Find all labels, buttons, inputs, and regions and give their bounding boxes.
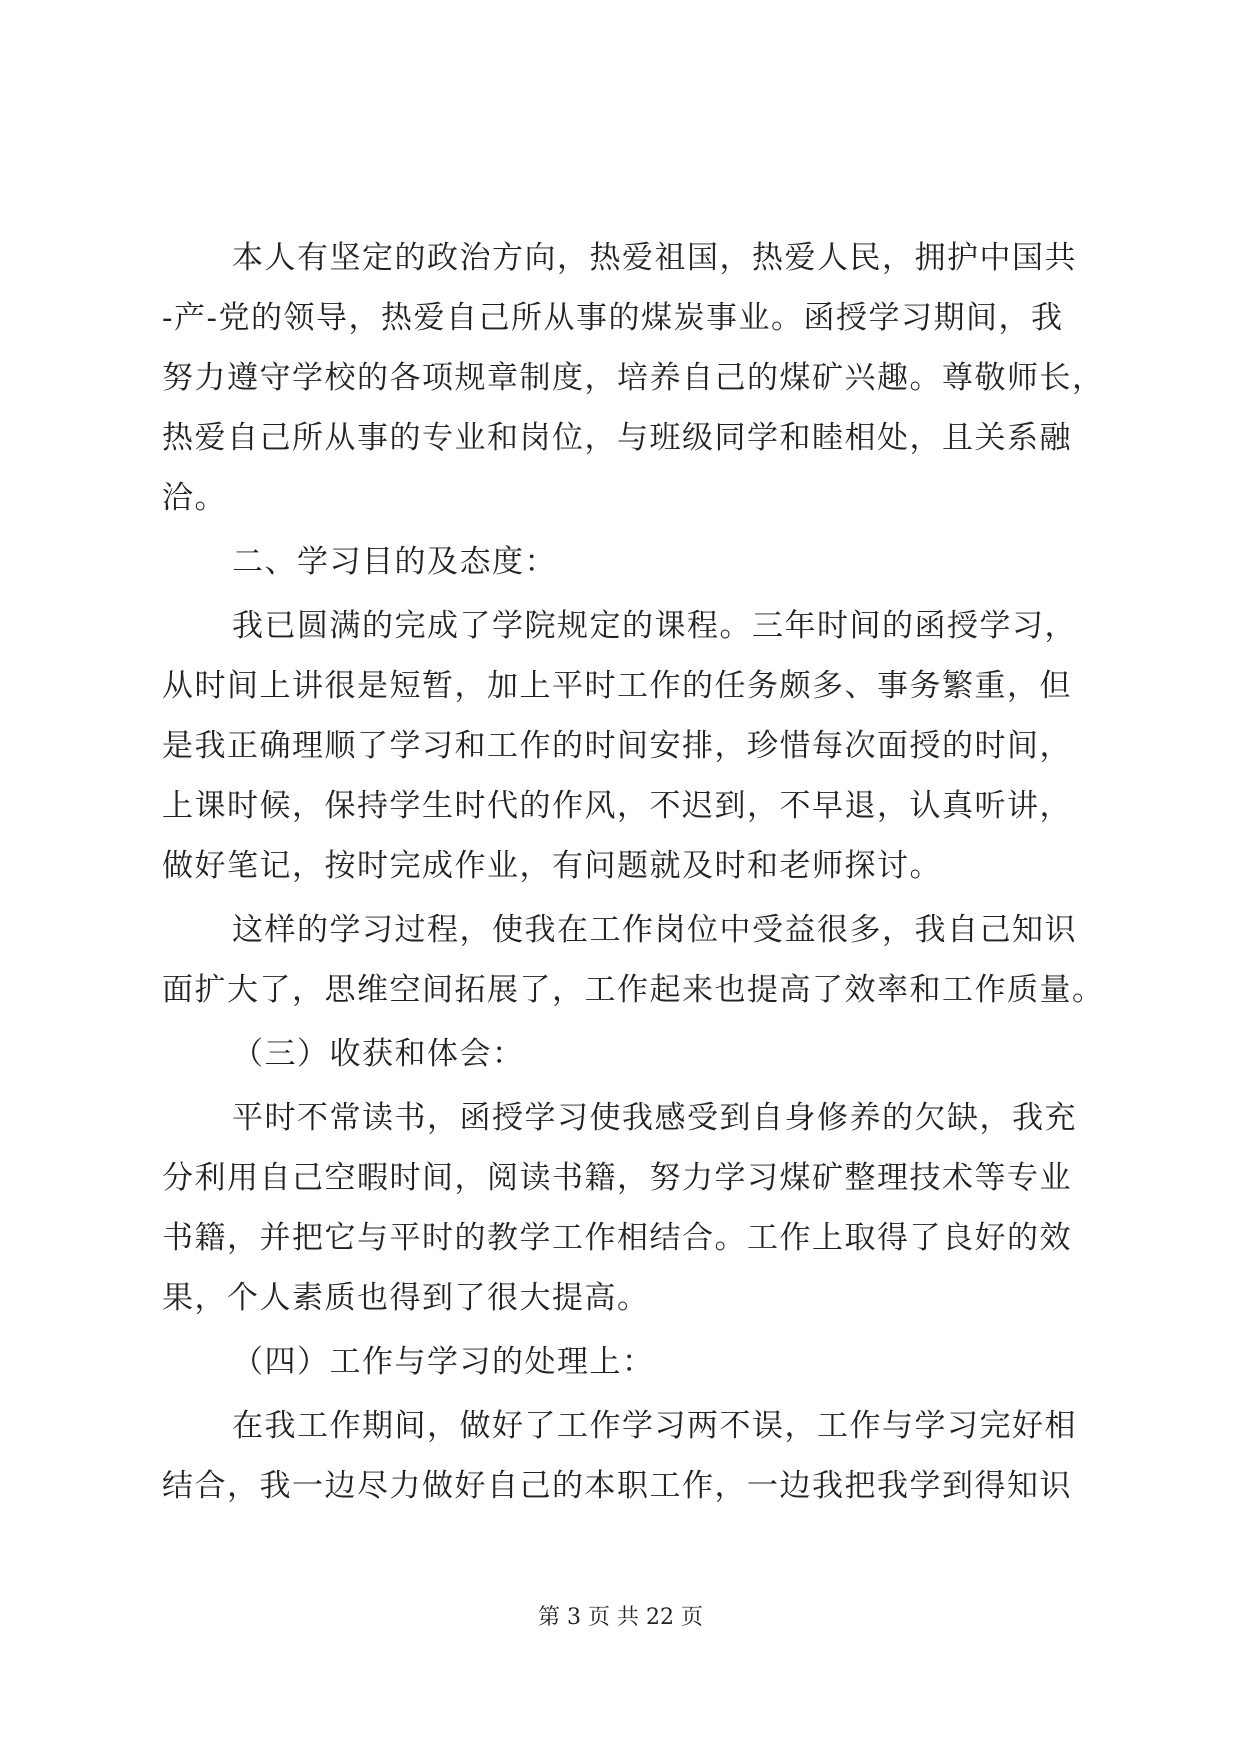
paragraph-2-line-5: 做好笔记，按时完成作业，有问题就及时和老师探讨。 <box>162 848 942 884</box>
paragraph-1-line-1: 本人有坚定的政治方向，热爱祖国，热爱人民，拥护中国共 <box>232 240 1077 276</box>
paragraph-1-line-2: -产-党的领导，热爱自己所从事的煤炭事业。函授学习期间，我 <box>162 300 1064 336</box>
section-heading-4: （四）工作与学习的处理上： <box>232 1344 655 1380</box>
paragraph-3-line-2: 面扩大了，思维空间拓展了，工作起来也提高了效率和工作质量。 <box>162 972 1105 1008</box>
paragraph-2-line-2: 从时间上讲很是短暂，加上平时工作的任务颇多、事务繁重，但 <box>162 668 1072 704</box>
paragraph-4-line-3: 书籍，并把它与平时的教学工作相结合。工作上取得了良好的效 <box>162 1220 1072 1256</box>
paragraph-4-line-4: 果，个人素质也得到了很大提高。 <box>162 1280 650 1316</box>
paragraph-5-line-2: 结合，我一边尽力做好自己的本职工作，一边我把我学到得知识 <box>162 1468 1072 1504</box>
paragraph-4-line-1: 平时不常读书，函授学习使我感受到自身修养的欠缺，我充 <box>232 1100 1077 1136</box>
paragraph-2-line-4: 上课时候，保持学生时代的作风，不迟到，不早退，认真听讲， <box>162 788 1072 824</box>
paragraph-4-line-2: 分利用自己空暇时间，阅读书籍，努力学习煤矿整理技术等专业 <box>162 1160 1072 1196</box>
paragraph-3-line-1: 这样的学习过程，使我在工作岗位中受益很多，我自己知识 <box>232 912 1077 948</box>
section-heading-2: 二、学习目的及态度： <box>232 544 557 580</box>
page-number-footer: 第 3 页 共 22 页 <box>538 1605 703 1630</box>
paragraph-2-line-3: 是我正确理顺了学习和工作的时间安排，珍惜每次面授的时间， <box>162 728 1072 764</box>
section-heading-3: （三）收获和体会： <box>232 1036 525 1072</box>
paragraph-2-line-1: 我已圆满的完成了学院规定的课程。三年时间的函授学习， <box>232 608 1077 644</box>
paragraph-1-line-4: 热爱自己所从事的专业和岗位，与班级同学和睦相处，且关系融 <box>162 420 1072 456</box>
paragraph-5-line-1: 在我工作期间，做好了工作学习两不误，工作与学习完好相 <box>232 1408 1077 1444</box>
paragraph-1-line-5: 洽。 <box>162 480 227 516</box>
paragraph-1-line-3: 努力遵守学校的各项规章制度，培养自己的煤矿兴趣。尊敬师长， <box>162 360 1105 396</box>
